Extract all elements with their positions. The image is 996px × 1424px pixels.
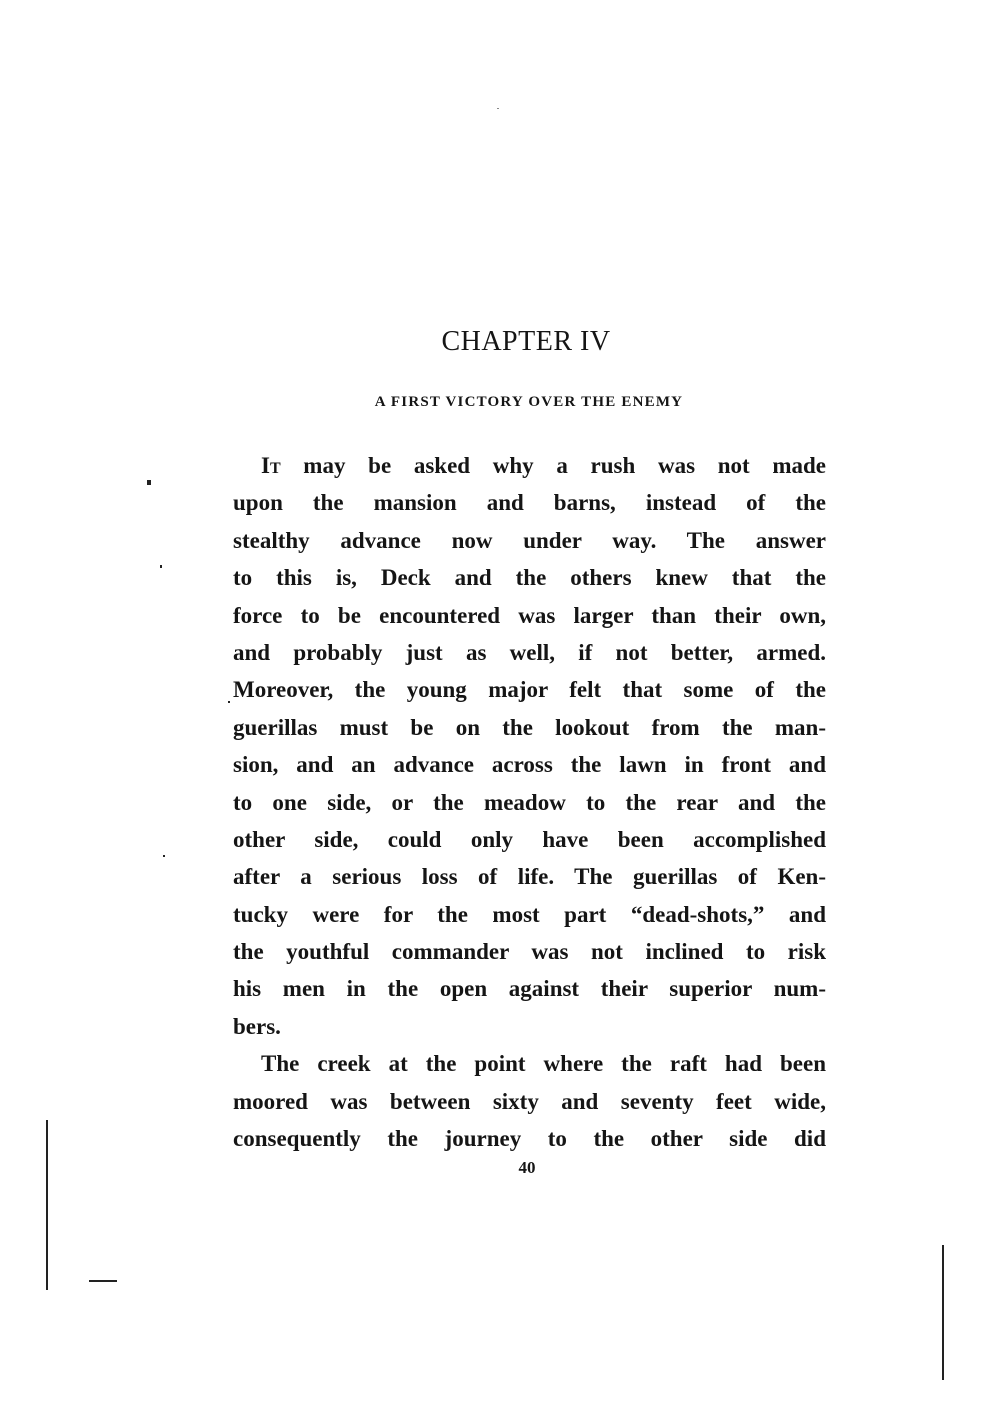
scan-edge-line bbox=[46, 1120, 48, 1290]
text-line: his men in the open against their superior num- bbox=[233, 976, 826, 1002]
text-line: tucky were for the most part “dead-shots,” and bbox=[233, 901, 826, 927]
scan-speck bbox=[163, 855, 165, 857]
body-text bbox=[233, 447, 826, 1157]
chapter-subtitle: A FIRST VICTORY OVER THE ENEMY bbox=[374, 394, 684, 410]
text-line: the youthful commander was not inclined to risk bbox=[233, 939, 826, 965]
text-line: to one side, or the meadow to the rear and the bbox=[233, 789, 826, 815]
page-number: 40 bbox=[518, 1158, 536, 1177]
chapter-heading: CHAPTER IV bbox=[441, 326, 611, 357]
scan-speck bbox=[160, 565, 162, 568]
text-line: consequently the journey to the other side did bbox=[233, 1126, 826, 1152]
text-line: and probably just as well, if not better, armed. bbox=[233, 639, 826, 665]
text-line: other side, could only have been accomplished bbox=[233, 826, 826, 852]
scan-speck bbox=[228, 701, 230, 703]
drop-word: It bbox=[261, 453, 281, 478]
text-line: sion, and an advance across the lawn in front and bbox=[233, 752, 826, 778]
text-line: Moreover, the young major felt that some of the bbox=[233, 677, 826, 703]
scan-edge-line bbox=[89, 1280, 117, 1282]
text-line: bers. bbox=[233, 1013, 281, 1039]
text-line: to this is, Deck and the others knew that the bbox=[233, 565, 826, 591]
text-line: The creek at the point where the raft had been bbox=[261, 1051, 826, 1077]
scan-edge-line bbox=[942, 1245, 944, 1380]
text-line: force to be encountered was larger than their own, bbox=[233, 602, 826, 628]
scan-speck bbox=[497, 108, 499, 109]
scan-speck bbox=[147, 480, 151, 485]
text-line: upon the mansion and barns, instead of the bbox=[233, 490, 826, 516]
text-line: moored was between sixty and seventy feet wide, bbox=[233, 1088, 826, 1114]
text-line: after a serious loss of life. The guerillas of Ken- bbox=[233, 864, 826, 890]
text-line: It may be asked why a rush was not made bbox=[261, 453, 826, 478]
text-line: guerillas must be on the lookout from the man- bbox=[233, 714, 826, 740]
text-line: stealthy advance now under way. The answer bbox=[233, 527, 826, 553]
